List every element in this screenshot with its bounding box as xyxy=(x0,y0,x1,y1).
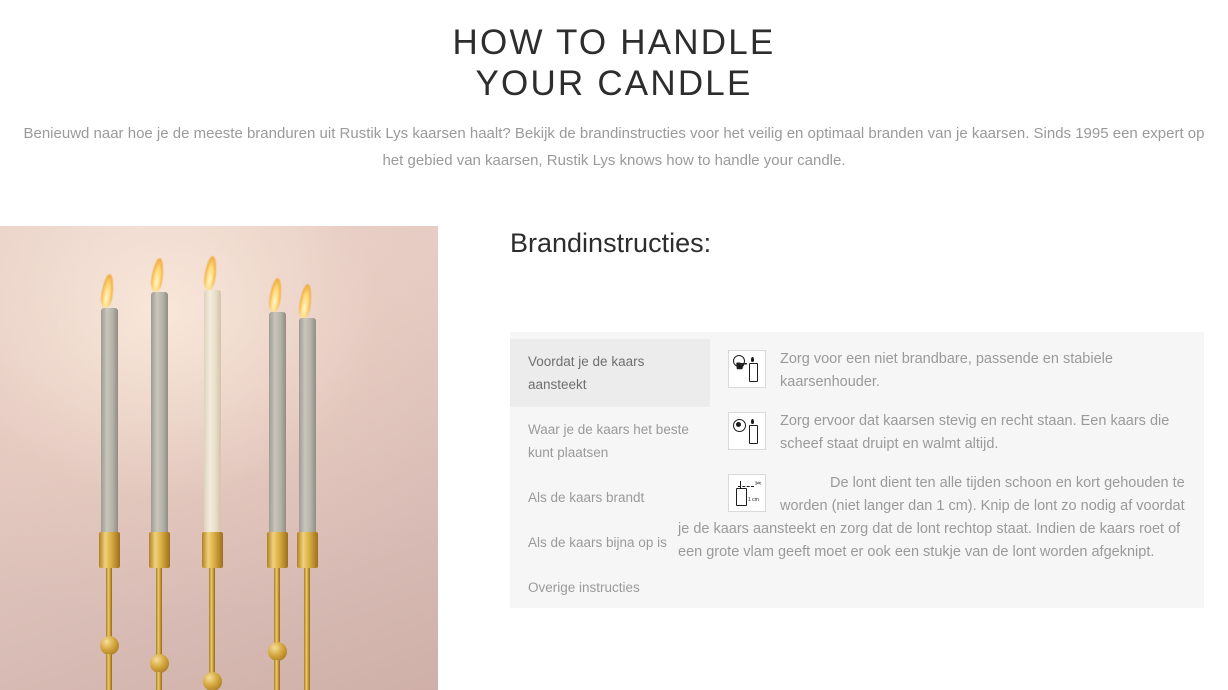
tab-voordat-je-de-kaars-aansteekt[interactable]: Voordat je de kaars aansteekt xyxy=(510,339,710,407)
instruction-text-2: Zorg ervoor dat kaarsen stevig en recht staan. Een kaars die scheef staat druipt en walmt altijd. xyxy=(780,413,1170,452)
tab-als-de-kaars-brandt[interactable]: Als de kaars brandt xyxy=(528,490,645,505)
page-title-line-1: HOW TO HANDLE xyxy=(452,23,776,62)
candle-ball-4 xyxy=(268,642,287,661)
candle-stem-4 xyxy=(274,568,280,646)
instruction-text-1: Zorg voor een niet brandbare, passende en stabiele kaarsenhouder. xyxy=(780,351,1113,390)
candle-stem-lower-4 xyxy=(274,660,280,690)
candle-holder-3 xyxy=(202,532,223,568)
section-title: Brandinstructies: xyxy=(510,228,712,258)
candle-stem-lower-1 xyxy=(106,654,112,690)
candle-stem-5 xyxy=(304,568,310,690)
candle-holder-2 xyxy=(149,532,170,568)
candle-stem-lower-2 xyxy=(156,672,162,690)
candle-body-1 xyxy=(101,308,118,538)
candle-stem-1 xyxy=(106,568,112,640)
candle-body-2 xyxy=(151,292,168,538)
instruction-item-3 xyxy=(678,472,1186,564)
instruction-item-1 xyxy=(728,348,1186,394)
candle-body-4 xyxy=(269,312,286,538)
page-title xyxy=(0,0,1228,104)
instruction-content xyxy=(678,332,1204,608)
wick-length-label: 1 cm xyxy=(748,497,759,503)
instructions-column xyxy=(510,226,1204,608)
candle-body-3 xyxy=(204,290,221,538)
page-title-line-2: YOUR CANDLE xyxy=(475,64,753,103)
tab-als-de-kaars-bijna-op-is[interactable]: Als de kaars bijna op is xyxy=(528,535,667,550)
candle-photo xyxy=(0,226,438,690)
candle-ball-2 xyxy=(150,654,169,673)
candle-holder-stable-icon: ☛ xyxy=(728,350,766,388)
candle-ball-1 xyxy=(100,636,119,655)
trim-wick-1cm-icon: ✂ 1 cm xyxy=(728,474,766,512)
candle-holder-4 xyxy=(267,532,288,568)
candle-upright-icon xyxy=(728,412,766,450)
tab-overige-instructies[interactable]: Overige instructies xyxy=(528,580,640,595)
instruction-tab-list xyxy=(510,332,710,608)
tab-waar-je-de-kaars-het-beste-kunt-plaatsen[interactable]: Waar je de kaars het beste kunt plaatsen xyxy=(528,422,689,460)
page-subtitle: Benieuwd naar hoe je de meeste branduren uit Rustik Lys kaarsen haalt? Bekijk de brandinstructies voor het veilig en optimaal branden van je kaarsen. Sinds 1995 een expert op het gebied van kaarsen, Rustik Lys knows how to handle your candle. xyxy=(23,125,1205,169)
instruction-text-3: De lont dient ten alle tijden schoon en kort gehouden te worden (niet langer dan 1 cm). Knip de lont zo nodig af voordat je de kaars aansteekt en zorg dat de lont rechtop staat. Indien de kaars roet of een grote vlam geeft moet er ook een stukje van de lont worden afgeknipt. xyxy=(678,475,1185,560)
candle-holder-1 xyxy=(99,532,120,568)
instruction-item-2 xyxy=(728,410,1186,456)
candle-body-5 xyxy=(299,318,316,538)
content-area xyxy=(0,226,1228,690)
candle-holder-5 xyxy=(297,532,318,568)
instructions-panel xyxy=(510,332,1204,608)
candle-ball-3 xyxy=(203,672,222,690)
candle-stem-2 xyxy=(156,568,162,658)
candle-stem-3 xyxy=(209,568,215,676)
